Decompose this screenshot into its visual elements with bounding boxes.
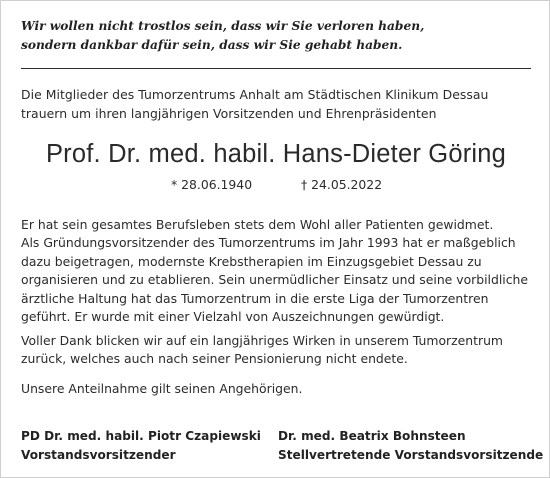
birth-date: * 28.06.1940	[171, 177, 253, 192]
paragraph-line: geführt. Er wurde mit einer Vielzahl von Auszeichnungen gewürdigt.	[21, 309, 445, 325]
signature-left	[21, 427, 261, 465]
motto-line: Wir wollen nicht trostlos sein, dass wir Sie verloren haben,	[21, 19, 425, 33]
signatory-name: Dr. med. Beatrix Bohnsteen	[278, 429, 466, 443]
motto-line: sondern dankbar dafür sein, dass wir Sie gehabt haben.	[21, 38, 403, 52]
gratitude-paragraph	[21, 332, 541, 369]
intro-line: trauern um ihren langjährigen Vorsitzenden und Ehrenpräsidenten	[21, 105, 437, 121]
signatory-role: Vorstandsvorsitzender	[21, 448, 176, 462]
paragraph-line: zurück, welches auch nach seiner Pensionierung nicht endete.	[21, 351, 408, 367]
death-date: † 24.05.2022	[301, 177, 383, 192]
tribute-paragraph	[21, 216, 541, 326]
signatory-name: PD Dr. med. habil. Piotr Czapiewski	[21, 429, 261, 443]
paragraph-line: Voller Dank blicken wir auf ein langjähriges Wirken in unserem Tumorzentrum	[21, 333, 503, 348]
paragraph-line: Unsere Anteilnahme gilt seinen Angehörigen.	[21, 381, 303, 396]
paragraph-line: dazu beigetragen, modernste Krebstherapien im Einzugsgebiet Dessau zu	[21, 253, 482, 269]
motto-quote	[21, 17, 424, 55]
signatory-role: Stellvertretende Vorstandsvorsitzende	[278, 448, 544, 462]
condolence-paragraph	[21, 380, 541, 398]
intro-line: Die Mitglieder des Tumorzentrums Anhalt am Städtischen Klinikum Dessau	[21, 87, 489, 102]
deceased-name: Prof. Dr. med. habil. Hans-Dieter Göring	[45, 140, 507, 168]
signature-right	[278, 427, 543, 465]
intro-text	[21, 86, 488, 123]
paragraph-line: Als Gründungsvorsitzender des Tumorzentrums im Jahr 1993 hat er maßgeblich	[21, 235, 516, 251]
paragraph-line: ärztliche Haltung hat das Tumorzentrum in die erste Liga der Tumorzentren	[21, 290, 489, 306]
paragraph-line: Er hat sein gesamtes Berufsleben stets dem Wohl aller Patienten gewidmet.	[21, 217, 494, 232]
paragraph-line: organisieren und zu etablieren. Sein unermüdlicher Einsatz und seine vorbildliche	[21, 272, 529, 288]
divider-rule	[21, 68, 531, 69]
